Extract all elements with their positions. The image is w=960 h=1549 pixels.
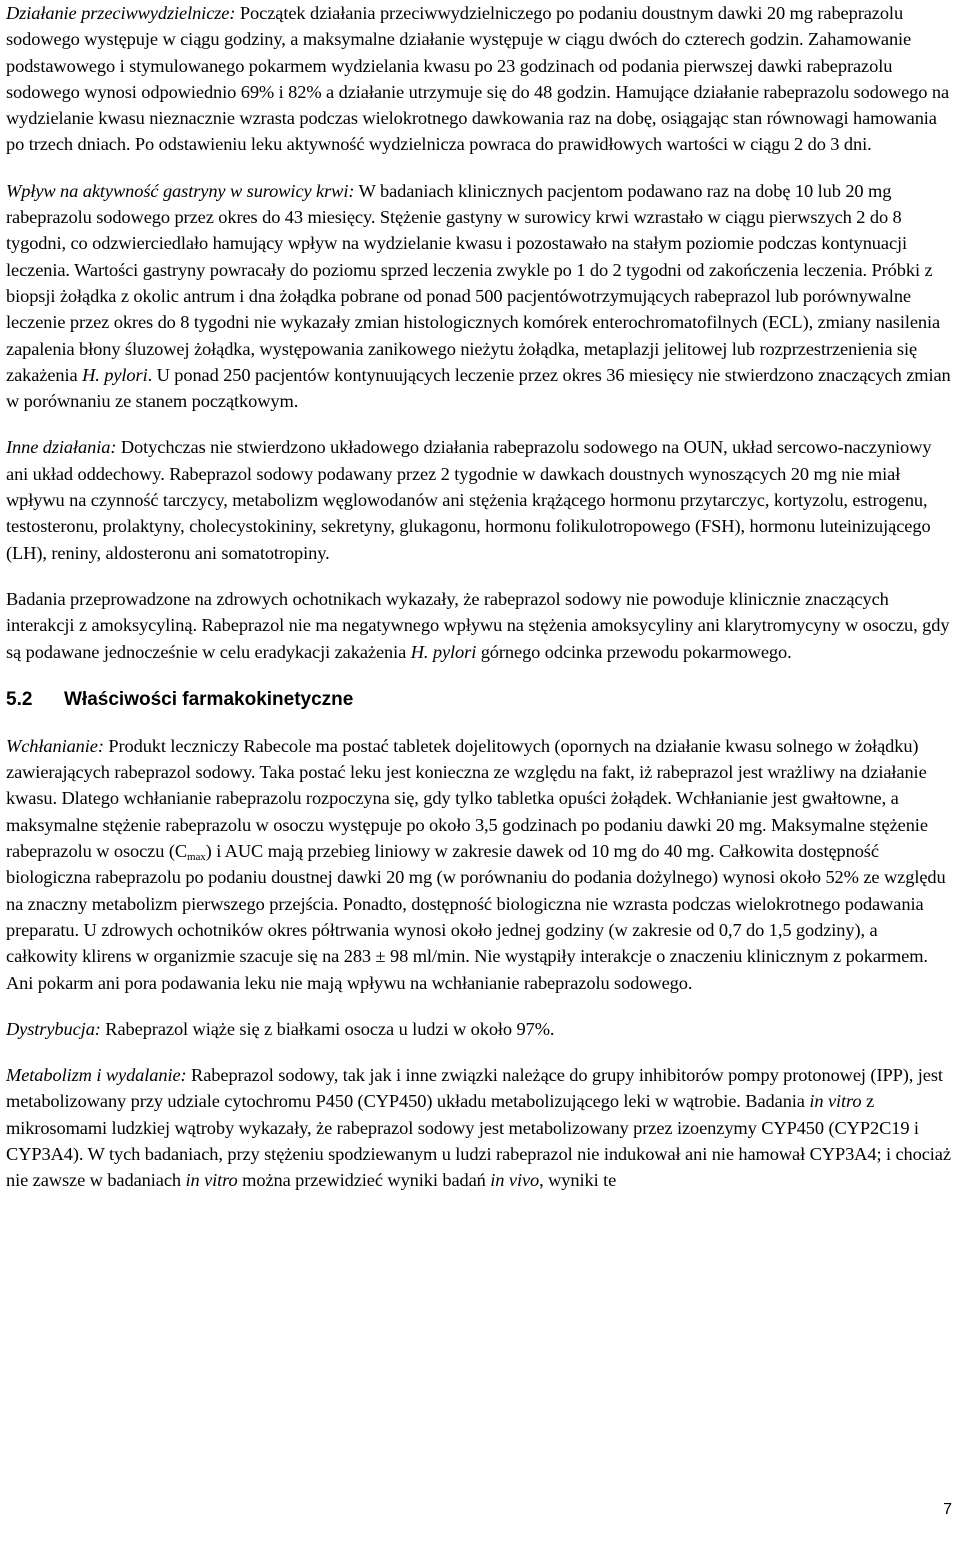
section-heading xyxy=(6,687,951,713)
paragraph-text: Rabeprazol wiąże się z białkami osocza u ludzi w około 97%. xyxy=(100,1018,555,1039)
paragraph-text: można przewidzieć wyniki badań xyxy=(237,1170,491,1191)
section-title: Właściwości farmakokinetyczne xyxy=(64,688,354,710)
paragraph-text: z mikrosomami ludzkiej wątroby wykazały, że rabeprazol sodowy jest metabolizowany przez izoenzymy CYP450 (CYP2C19 i CYP3A4). W tych badaniach, przy stężeniu spodziewanym u ludzi rabeprazol nie indukował ani nie hamował CYP3A4; i chociaż nie zawsze w badaniach xyxy=(6,1091,951,1191)
paragraph-lead: Działanie przeciwwydzielnicze: xyxy=(6,3,236,23)
paragraph-gastrin-effect xyxy=(6,178,951,415)
italic-term: in vitro xyxy=(809,1091,862,1112)
paragraph-lead: Wchłanianie: xyxy=(6,735,104,756)
paragraph-text: Badania przeprowadzone na zdrowych ochotnikach wykazały, że rabeprazol sodowy nie powoduje klinicznie znaczących interakcji z amoksycyliną. Rabeprazol nie ma negatywnego wpływu na stężenia amoksycyliny ani klarytromycyny w osoczu, gdy są podawane jednocześnie w celu eradykacji zakażenia xyxy=(6,588,950,662)
document-page xyxy=(6,0,951,1194)
subscript-max: max xyxy=(187,851,206,864)
paragraph-text: Rabeprazol sodowy, tak jak i inne związki należące do grupy inhibitorów pompy protonowej (IPP), jest metabolizowany przy udziale cytochromu P450 (CYP450) układu metabolizującego leki w wątrobie. Badania xyxy=(6,1065,943,1112)
page-number: 7 xyxy=(943,1501,952,1518)
paragraph-antisecretory-action xyxy=(6,0,951,158)
paragraph-lead: Inne działania: xyxy=(6,437,117,458)
paragraph-text: ) i AUC mają przebieg liniowy w zakresie dawek od 10 mg do 40 mg. Całkowita dostępność biologiczna rabeprazolu po podaniu doustnej dawki 20 mg (w porównaniu do podania dożylnego) wynosi około 52% ze względu na znaczny metabolizm pierwszego przejścia. Ponadto, dostępność biologiczna nie wzrasta podczas wielokrotnego podawania preparatu. U zdrowych ochotników okres półtrwania wynosi około jednej godziny (w zakresie od 0,7 do 1,5 godziny), a całkowity klirens w organizmie szacuje się na 283 ± 98 ml/min. Nie wystąpiły interakcje o znaczeniu klinicznym z pokarmem. Ani pokarm ani pora podawania leku nie mają wpływu na wchłanianie rabeprazolu sodowego. xyxy=(6,841,946,993)
paragraph-text: Początek działania przeciwwydzielniczego po podaniu doustnym dawki 20 mg rabeprazolu sodowego występuje w ciągu godziny, a maksymalne działanie występuje w ciągu dwóch do czterech godzin. Zahamowanie podstawowego i stymulowanego pokarmem wydzielania kwasu po 23 godzinach od podania pierwszej dawki rabeprazolu sodowego wynosi odpowiednio 69% i 82% a działanie utrzymuje się do 48 godzin. Hamujące działanie rabeprazolu sodowego na wydzielanie kwasu nieznacznie wzrasta podczas wielokrotnego dawkowania raz na dobę, osiągając stan równowagi hamowania po trzech dniach. Po odstawieniu leku aktywność wydzielnicza powraca do prawidłowych wartości w ciągu 2 do 3 dni. xyxy=(6,3,950,155)
italic-term: H. pylori xyxy=(82,364,148,385)
paragraph-lead: Metabolizm i wydalanie: xyxy=(6,1065,187,1086)
paragraph-distribution xyxy=(6,1016,951,1042)
section-number: 5.2 xyxy=(6,688,33,710)
italic-term: in vivo xyxy=(490,1170,540,1191)
paragraph-absorption xyxy=(6,733,951,996)
paragraph-lead: Wpływ na aktywność gastryny w surowicy krwi: xyxy=(6,180,355,201)
paragraph-text: górnego odcinka przewodu pokarmowego. xyxy=(476,641,792,662)
paragraph-text: Dotychczas nie stwierdzono układowego działania rabeprazolu sodowego na OUN, układ sercowo-naczyniowy ani układ oddechowy. Rabeprazol sodowy podawany przez 2 tygodnie w dawkach doustnych wynoszących 20 mg nie miał wpływu na czynność tarczycy, metabolizm węglowodanów ani stężenia krążącego hormonu przytarczyc, kortyzolu, estrogenu, testosteronu, prolaktyny, cholecystokininy, sekretyny, glukagonu, hormonu folikulotropowego (FSH), hormonu luteinizującego (LH), reniny, aldosteronu ani somatotropiny. xyxy=(6,437,932,563)
paragraph-other-actions xyxy=(6,434,951,565)
paragraph-text: . U ponad 250 pacjentów kontynuujących leczenie przez okres 36 miesięcy nie stwierdzono znaczących zmian w porównaniu ze stanem początkowym. xyxy=(6,364,951,412)
paragraph-text: Produkt leczniczy Rabecole ma postać tabletek dojelitowych (opornych na działanie kwasu solnego w żołądku) zawierających rabeprazol sodowy. Taka postać leku jest konieczna ze względu na fakt, iż rabeprazol jest wrażliwy na działanie kwasu. Dlatego wchłanianie rabeprazolu rozpoczyna się, gdy tylko tabletka opuści żołądek. Wchłanianie jest gwałtowne, a maksymalne stężenie rabeprazolu w osoczu występuje po około 3,5 godzinach po podaniu dawki 20 mg. Maksymalne stężenie rabeprazolu w osoczu (C xyxy=(6,735,928,862)
italic-term: in vitro xyxy=(185,1170,238,1191)
paragraph-lead: Dystrybucja: xyxy=(6,1018,101,1039)
paragraph-interactions xyxy=(6,586,951,665)
italic-term: H. pylori xyxy=(410,641,477,662)
paragraph-text: W badaniach klinicznych pacjentom podawano raz na dobę 10 lub 20 mg rabeprazolu sodowego przez okres do 43 miesięcy. Stężenie gastyny w surowicy krwi wzrastało w ciągu pierwszych 2 do 8 tygodni, co odzwierciedlało hamujący wpływ na wydzielanie kwasu i pozostawało na stałym poziomie podczas kontynuacji leczenia. Wartości gastryny powracały do poziomu sprzed leczenia zwykle po 1 do 2 tygodni od zakończenia leczenia. Próbki z biopsji żołądka z okolic antrum i dna żołądka pobrane od ponad 500 pacjentówotrzymujących rabeprazol lub porównywalne leczenie przez okres do 8 tygodni nie wykazały zmian histologicznych komórek enterochromatofilnych (ECL), zmiany nasilenia zapalenia błony śluzowej żołądka, występowania zanikowego nieżytu żołądka, metaplazji jelitowej lub rozprzestrzenienia się zakażenia xyxy=(6,180,941,385)
paragraph-text: , wyniki te xyxy=(539,1170,617,1191)
paragraph-metabolism xyxy=(6,1062,951,1193)
